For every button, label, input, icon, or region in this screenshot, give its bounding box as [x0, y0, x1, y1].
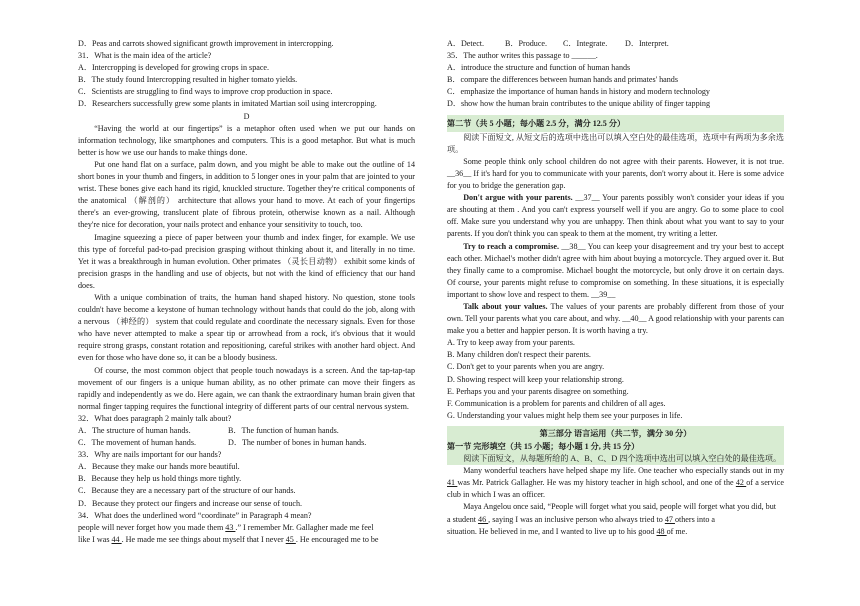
- options-row: [78, 437, 415, 449]
- passage-paragraph-2: [447, 192, 784, 240]
- cloze-text: Many wonderful teachers have helped shape my life. One teacher who especially stands out in my: [463, 466, 784, 476]
- section-2-instructions: 阅读下面短文, 从短文后的选项中选出可以填入空白处的最佳选项，选项中有两项为多余选项。: [447, 132, 784, 154]
- choice-g: G. Understanding your values might help them see your purposes in life.: [447, 410, 683, 420]
- choice-d: D. Showing respect will keep your relationship strong.: [447, 374, 624, 384]
- cloze-line: [78, 522, 415, 534]
- option-line: C．emphasize the importance of human hands in history and modern technology: [447, 87, 710, 97]
- cloze-paragraph-1: [447, 465, 784, 501]
- cloze-text: situation. He believed in me, and I wanted to live up to his good: [447, 526, 657, 536]
- cloze-text: , saying I was an inclusive person who always tried to: [488, 514, 665, 524]
- option-d: D．Interpret.: [625, 39, 669, 48]
- question-32: 32．What does paragraph 2 mainly talk about?: [78, 413, 232, 423]
- choice-c: C. Don't get to your parents when you are angry.: [447, 362, 605, 372]
- section-2-title: 第二节（共 5 小题；每小题 2.5 分，满分 12.5 分）: [447, 115, 784, 132]
- cloze-line: [447, 526, 784, 538]
- option-c: C．Integrate.: [563, 39, 608, 48]
- options-row: [78, 425, 415, 437]
- option-line: C．Because they are a necessary part of the structure of our hands.: [78, 486, 296, 496]
- paragraph-body: The values of your parents are probably different from those of your own. Tell your parents what you care about, and why. __40__ A good relationship with your parents can make you a better and happier person. It is worth having a try.: [447, 301, 784, 336]
- option-line: D．Researchers successfully grew some plants in imitated Martian soil using intercropping.: [78, 99, 377, 109]
- blank-45: 45: [285, 534, 296, 544]
- right-column: [447, 38, 784, 538]
- cloze-line: [78, 534, 415, 546]
- option-line: A．introduce the structure and function of human hands: [447, 63, 631, 73]
- section-heading-d: D: [243, 111, 250, 121]
- section-1-instructions: 阅读下面短文，从每题所给的 A、B、C、D 四个选项中选出可以填入空白处的最佳选项。: [463, 454, 782, 464]
- left-column: [78, 38, 415, 546]
- option-b: B．Produce.: [505, 39, 548, 48]
- paragraph-5: Of course, the most common object that people touch nowadays is a screen. And the tap-tap-tap movement of our fingers is a unique human ability, as no other primate can move their fingers as rapidly and independently as we do. Here again, we can thank the extraordinary human brain given that normal finger tapping requires the functional integrity of different parts of our central nervous system.: [78, 365, 415, 411]
- blank-46: 46: [478, 514, 489, 524]
- cloze-text: a student: [447, 514, 479, 524]
- question-31: 31．What is the main idea of the article?: [78, 51, 212, 61]
- paragraph-3: Imagine squeezing a piece of paper between your thumb and index finger, for example. We use this type of forceful pad-to-pad precision grasping without thinking about it, and literally in no time. Yet it was a breakthrough in human evolution. Other primates （灵长目动物） exhibit some kinds of precision grasps in the handling and use of objects, but not with the kind of efficiency that our hand does.: [78, 232, 415, 290]
- passage-paragraph-1: Some people think only school children do not agree with their parents. However, it is not true. __36__ If it's hard for you to communicate with your parents, don't worry about it. Here is some advice for you to bridge the generation gap.: [447, 156, 784, 191]
- question-34: 34．What does the underlined word “coordinate” in Paragraph 4 mean?: [78, 510, 312, 520]
- option-line: A．Intercropping is developed for growing crops in space.: [78, 63, 270, 73]
- option-line: D．show how the human brain contributes to the unique ability of finger tapping: [447, 99, 710, 109]
- option-line: B．compare the differences between human hands and primates' hands: [447, 75, 679, 85]
- blank-47: 47: [664, 514, 675, 524]
- cloze-text: of me.: [666, 526, 688, 536]
- paragraph-4: With a unique combination of traits, the human hand shaped history. No question, stone tools couldn't have become a keystone of human technology without hands that could do the job, along with a nervous （神经的） system that could regulate and coordinate the necessary signals. Even for those who have never attempted to make a spear tip or arrowhead from a rock, it's obvious that it would require strong grasps, constant rotation and repositioning, careful strikes with another hard object. And even for those who have done so, it can be a bloody business.: [78, 292, 415, 363]
- cloze-text: . He made me see things about myself that I never: [121, 534, 286, 544]
- blank-42: 42: [735, 478, 747, 488]
- cloze-text: of a service club in which I was an officer.: [447, 478, 784, 500]
- paragraph-heading: Talk about your values.: [463, 301, 548, 311]
- cloze-text: .” I remember Mr. Gallagher made me feel: [235, 522, 374, 532]
- choice-b: B. Many children don't respect their parents.: [447, 350, 591, 360]
- cloze-text: was Mr. Patrick Gallagher. He was my history teacher in high school, and one of the: [457, 478, 736, 488]
- option-line: D．Because they protect our fingers and increase our sense of touch.: [78, 498, 303, 508]
- choice-f: F. Communication is a problem for parents and children of all ages.: [447, 398, 666, 408]
- choice-a: A. Try to keep away from your parents.: [447, 338, 575, 348]
- cloze-text: others into a: [674, 514, 715, 524]
- passage-paragraph-4: [447, 301, 784, 337]
- option-b: B．The function of human hands.: [228, 426, 339, 435]
- blank-41: 41: [447, 478, 458, 488]
- cloze-text: like I was: [78, 534, 112, 544]
- paragraph-1: “Having the world at our fingertips” is a metaphor often used when we put our hands on information technology, like smartphones and computers. This is a good metaphor. But what is much better is how we use our hands to make things done.: [78, 123, 415, 157]
- paragraph-body: __37__ Your parents possibly won't consider your ideas if you are shouting at them . And you can't express yourself well if you are angry. Go to some place to cool off. Make sure you understand why you are unhappy. Then think about what you want to say to your parents. If you don't think you can speak to them at the moment, try writing a letter.: [447, 193, 785, 239]
- section-1-title: 第一节 完形填空（共 15 小题；每小题 1 分, 共 15 分）: [447, 442, 640, 451]
- cloze-paragraph-2: Maya Angelou once said, “People will forget what you said, people will forget what you did, but: [463, 502, 777, 512]
- option-d: D．The number of bones in human hands.: [228, 438, 367, 448]
- option-line: B．Because they help us hold things more tightly.: [78, 474, 242, 484]
- paragraph-2: Put one hand flat on a surface, palm down, and you might be able to make out the outline of 14 short bones in your thumb and fingers, in addition to 5 longer ones in your palm that are jointed to your wrist. These bones give each hand its rigid, knuckled structure. Together they're critical components of the anatomical （解剖的） architecture that allows your hand to move. At each of your fingertips there's an ever-growing, translucent plate of fibrous protein, otherwise known as a nail. Although they're nice for decoration, your nails protect and enhance your sensitivity to touch, too.: [78, 159, 415, 230]
- question-33: 33．Why are nails important for our hands?: [78, 450, 222, 460]
- option-line: C．Scientists are struggling to find ways to improve crop production in space.: [78, 87, 333, 97]
- option-line: D．Peas and carrots showed significant growth improvement in intercropping.: [78, 39, 334, 48]
- cloze-line: [447, 514, 784, 526]
- paragraph-heading: Don't argue with your parents.: [463, 193, 573, 203]
- cloze-text: . He encouraged me to be: [295, 534, 379, 544]
- cloze-text: people will never forget how you made them: [78, 522, 226, 532]
- part-3-title: 第三部分 语言运用（共二节，满分 30 分）: [447, 426, 784, 441]
- paragraph-body: __38__ You can keep your disagreement and try your best to accept each other. Michael's mother didn't agree with him about buying a motorcycle. They argued over it. But they finally came to a compromise. Michael bought the motorcycle, but only drove it on certain days. Of course, your parents might refuse to compromise on something. In these situations, it is especially important to show love and respect to them. __39__: [447, 241, 784, 299]
- blank-43: 43: [225, 522, 236, 532]
- option-line: A．Because they make our hands more beautiful.: [78, 462, 240, 472]
- blank-44: 44: [111, 534, 122, 544]
- question-35: 35．The author writes this passage to ______.: [447, 51, 598, 61]
- paragraph-heading: Try to reach a compromise.: [463, 241, 560, 251]
- option-a: A．The structure of human hands.: [78, 426, 191, 435]
- option-line: B．The study found Intercropping resulted in higher tomato yields.: [78, 75, 298, 85]
- option-a: A．Detect.: [447, 39, 485, 48]
- choice-e: E. Perhaps you and your parents disagree on something.: [447, 386, 629, 396]
- section-1-block: [447, 441, 784, 465]
- blank-48: 48: [656, 526, 667, 536]
- passage-paragraph-3: [447, 241, 784, 301]
- option-c: C．The movement of human hands.: [78, 438, 197, 448]
- options-row: [447, 38, 784, 50]
